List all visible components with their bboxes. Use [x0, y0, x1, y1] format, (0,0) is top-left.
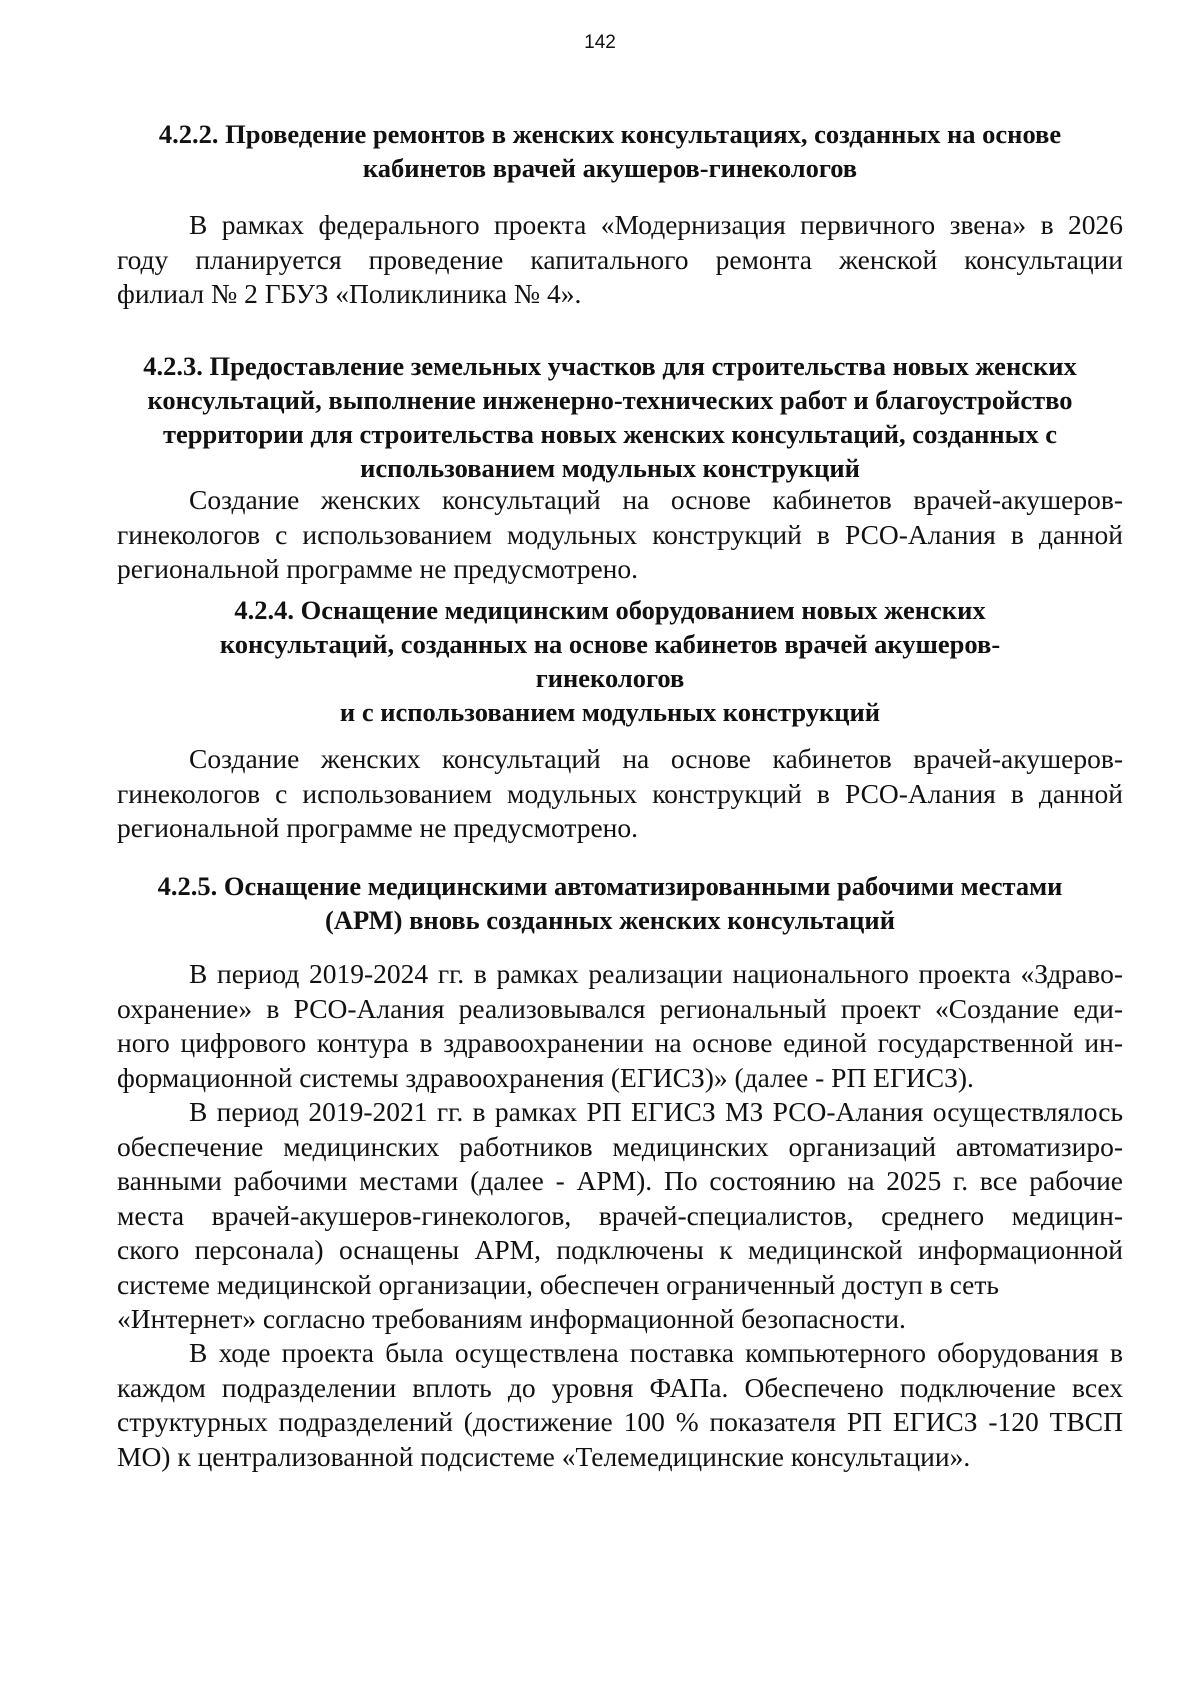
page-number: 142 [584, 32, 616, 53]
heading-line: консультаций, выполнение инженерно-технических работ и благоустройство [147, 385, 1073, 415]
heading-line: 4.2.3. Предоставление земельных участков для строительства новых женских [143, 351, 1077, 381]
section-4-2-5-paragraph-1 [117, 957, 1123, 1095]
paragraph-line: гинекологов с использованием модульных конструкций в РСО-Алания в данной [117, 777, 1123, 809]
section-4-2-5-heading [100, 869, 1120, 937]
paragraph-line: формационной системы здравоохранения (ЕГИСЗ)» (далее - РП ЕГИСЗ). [117, 1061, 974, 1093]
paragraph-line: В период 2019-2021 гг. в рамках РП ЕГИСЗ МЗ РСО-Алания осуществлялось [189, 1096, 1123, 1127]
heading-line: кабинетов врачей акушеров-гинекологов [362, 153, 858, 183]
section-4-2-5-paragraph-3 [117, 1336, 1123, 1474]
section-4-2-4-heading [100, 593, 1120, 729]
paragraph-line: структурных подразделений (достижение 100 % показателя РП ЕГИСЗ -120 ТВСП [117, 1406, 1123, 1437]
paragraph-line: ного цифрового контура в здравоохранении на основе единой государственной ин- [117, 1027, 1123, 1058]
paragraph-line: обеспечение медицинских работников медицинских организаций автоматизиро- [117, 1130, 1123, 1162]
heading-line: гинекологов [535, 663, 685, 693]
heading-line: консультаций, созданных на основе кабинетов врачей акушеров- [219, 629, 1001, 659]
paragraph-line: году планируется проведение капитального ремонта женской консультации [117, 243, 1123, 275]
paragraph-line: В период 2019-2024 гг. в рамках реализации национального проекта «Здраво- [189, 958, 1123, 989]
paragraph-line: гинекологов с использованием модульных конструкций в РСО-Алания в данной [117, 518, 1123, 550]
section-4-2-2-heading [100, 117, 1120, 185]
section-4-2-3-heading [100, 349, 1120, 485]
paragraph-line: Создание женских консультаций на основе кабинетов врачей-акушеров- [189, 484, 1123, 515]
paragraph-line: ского персонала) оснащены АРМ, подключены к медицинской информационной [117, 1234, 1123, 1265]
paragraph-line: В ходе проекта была осуществлена поставка компьютерного оборудования в [189, 1337, 1123, 1368]
heading-line: использованием модульных конструкций [360, 453, 860, 483]
paragraph-line: ванными рабочими местами (далее - АРМ). По состоянию на 2025 г. все рабочие [117, 1165, 1123, 1196]
heading-line: территории для строительства новых женских консультаций, созданных с [162, 419, 1058, 449]
paragraph-line: «Интернет» согласно требованиям информационной безопасности. [117, 1303, 906, 1334]
section-4-2-2-paragraph [117, 208, 1123, 312]
paragraph-line: филиал № 2 ГБУЗ «Поликлиника № 4». [117, 278, 582, 309]
section-4-2-5-paragraph-2 [117, 1095, 1123, 1337]
paragraph-line: системе медицинской организации, обеспечен ограниченный доступ в сеть [117, 1268, 999, 1300]
heading-line: 4.2.2. Проведение ремонтов в женских консультациях, созданных на основе [158, 119, 1062, 149]
paragraph-line: региональной программе не предусмотрено. [117, 553, 639, 584]
heading-line: (АРМ) вновь созданных женских консультаций [325, 905, 895, 935]
paragraph-line: охранение» в РСО-Алания реализовывался региональный проект «Создание еди- [117, 992, 1123, 1024]
paragraph-line: региональной программе не предусмотрено. [117, 812, 639, 843]
paragraph-line: Создание женских консультаций на основе кабинетов врачей-акушеров- [189, 743, 1123, 774]
paragraph-line: В рамках федерального проекта «Модернизация первичного звена» в 2026 [189, 209, 1123, 240]
heading-line: 4.2.5. Оснащение медицинскими автоматизированными рабочими местами [157, 871, 1063, 901]
paragraph-line: каждом подразделении вплоть до уровня ФАПа. Обеспечено подключение всех [117, 1371, 1123, 1403]
heading-line: 4.2.4. Оснащение медицинским оборудованием новых женских [234, 595, 986, 625]
section-4-2-4-paragraph [117, 742, 1123, 846]
paragraph-line: места врачей-акушеров-гинекологов, врачей-специалистов, среднего медицин- [117, 1199, 1123, 1231]
paragraph-line: МО) к централизованной подсистеме «Телемедицинские консультации». [117, 1440, 971, 1472]
section-4-2-3-paragraph [117, 483, 1123, 587]
heading-line: и с использованием модульных конструкций [339, 697, 881, 727]
